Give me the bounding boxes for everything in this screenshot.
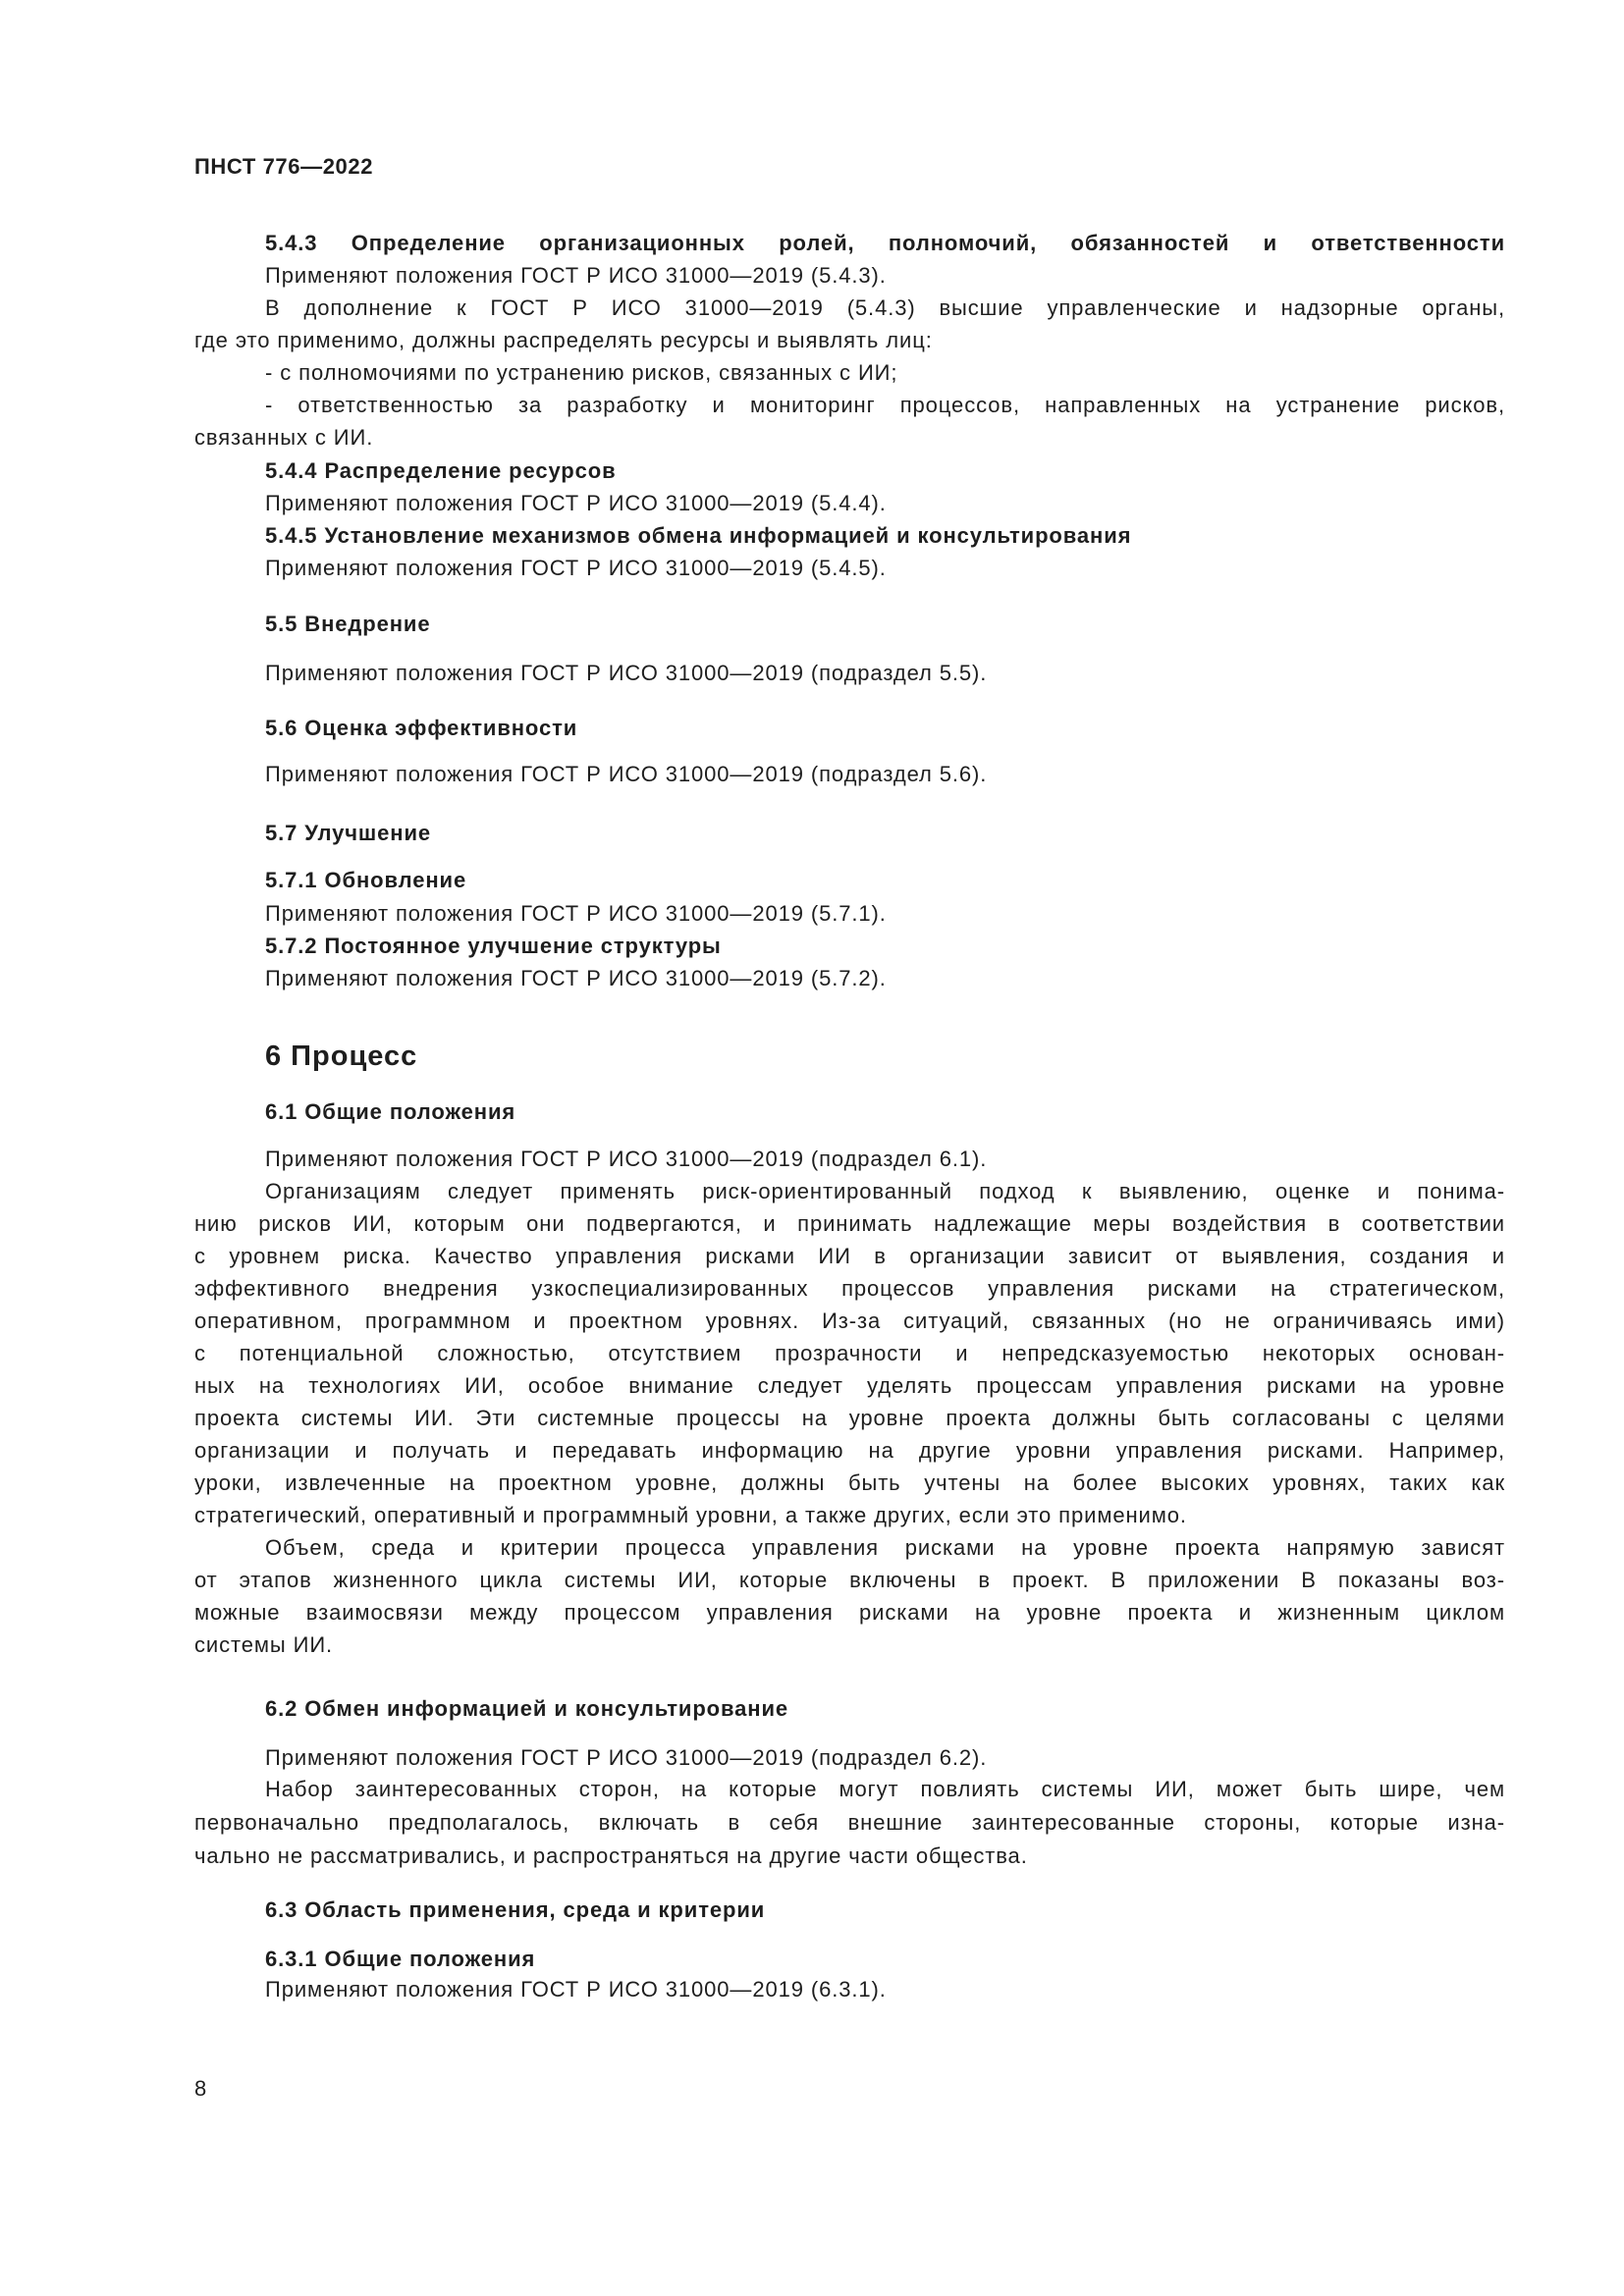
heading-6-2: 6.2 Обмен информацией и консультирование	[265, 1696, 789, 1721]
paragraph: Применяют положения ГОСТ Р ИСО 31000—2019 (5.7.1).	[265, 901, 887, 926]
paragraph-line: первоначально предполагалось, включать в себя внешние заинтересованные стороны, которые изна-	[194, 1810, 1505, 1835]
list-item: - с полномочиями по устранению рисков, связанных с ИИ;	[265, 360, 898, 385]
heading-5-5: 5.5 Внедрение	[265, 612, 431, 636]
paragraph-line: организации и получать и передавать информацию на другие уровни управления рисками. Например,	[194, 1438, 1505, 1463]
paragraph: Применяют положения ГОСТ Р ИСО 31000—2019 (подраздел 6.1).	[265, 1147, 988, 1171]
paragraph-line: где это применимо, должны распределять ресурсы и выявлять лиц:	[194, 328, 933, 352]
heading-5-4-5: 5.4.5 Установление механизмов обмена информацией и консультирования	[265, 523, 1132, 548]
paragraph-line: оперативном, программном и проектном уровнях. Из-за ситуаций, связанных (но не ограничиваясь ими)	[194, 1308, 1505, 1333]
paragraph-line: с уровнем риска. Качество управления рисками ИИ в организации зависит от выявления, создания и	[194, 1244, 1505, 1268]
heading-6: 6 Процесс	[265, 1041, 418, 1072]
paragraph-line: Организациям следует применять риск-ориентированный подход к выявлению, оценке и понима-	[265, 1179, 1505, 1203]
paragraph-line: с потенциальной сложностью, отсутствием прозрачности и непредсказуемостью некоторых основан-	[194, 1341, 1505, 1365]
paragraph-line: чально не рассматривались, и распространяться на другие части общества.	[194, 1843, 1028, 1868]
page-number: 8	[194, 2076, 207, 2101]
heading-5-7-2: 5.7.2 Постоянное улучшение структуры	[265, 934, 722, 958]
paragraph: Применяют положения ГОСТ Р ИСО 31000—2019 (подраздел 5.5).	[265, 661, 988, 685]
heading-5-4-3: 5.4.3 Определение организационных ролей, полномочий, обязанностей и ответственности	[265, 231, 1505, 255]
document-id-header: ПНСТ 776—2022	[194, 154, 374, 179]
heading-5-7-1: 5.7.1 Обновление	[265, 868, 467, 892]
paragraph: Применяют положения ГОСТ Р ИСО 31000—2019 (6.3.1).	[265, 1977, 887, 2002]
paragraph: Применяют положения ГОСТ Р ИСО 31000—2019 (подраздел 6.2).	[265, 1745, 988, 1770]
paragraph: Применяют положения ГОСТ Р ИСО 31000—2019 (5.4.5).	[265, 556, 887, 580]
paragraph-line: Объем, среда и критерии процесса управления рисками на уровне проекта напрямую зависят	[265, 1535, 1505, 1560]
paragraph-line: уроки, извлеченные на проектном уровне, должны быть учтены на более высоких уровнях, таких как	[194, 1470, 1505, 1495]
list-item-continuation: связанных с ИИ.	[194, 425, 374, 450]
heading-6-3: 6.3 Область применения, среда и критерии	[265, 1897, 766, 1922]
paragraph: Применяют положения ГОСТ Р ИСО 31000—2019 (5.4.4).	[265, 491, 887, 515]
paragraph-line: системы ИИ.	[194, 1632, 334, 1657]
paragraph-line: эффективного внедрения узкоспециализированных процессов управления рисками на стратегическом,	[194, 1276, 1505, 1301]
paragraph-line: В дополнение к ГОСТ Р ИСО 31000—2019 (5.4.3) высшие управленческие и надзорные органы,	[265, 295, 1505, 320]
paragraph: Применяют положения ГОСТ Р ИСО 31000—2019 (5.7.2).	[265, 966, 887, 990]
paragraph-line: можные взаимосвязи между процессом управления рисками на уровне проекта и жизненным циклом	[194, 1600, 1505, 1625]
paragraph-line: нию рисков ИИ, которым они подвергаются, и принимать надлежащие меры воздействия в соответствии	[194, 1211, 1505, 1236]
paragraph-line: от этапов жизненного цикла системы ИИ, которые включены в проект. В приложении В показаны воз-	[194, 1568, 1505, 1592]
paragraph: Применяют положения ГОСТ Р ИСО 31000—2019 (5.4.3).	[265, 263, 887, 288]
paragraph-line: проекта системы ИИ. Эти системные процессы на уровне проекта должны быть согласованы с целями	[194, 1406, 1505, 1430]
paragraph: Применяют положения ГОСТ Р ИСО 31000—2019 (подраздел 5.6).	[265, 762, 988, 786]
heading-6-3-1: 6.3.1 Общие положения	[265, 1947, 536, 1971]
heading-5-6: 5.6 Оценка эффективности	[265, 716, 578, 740]
paragraph-line: стратегический, оперативный и программный уровни, а также других, если это применимо.	[194, 1503, 1187, 1527]
paragraph-line: ных на технологиях ИИ, особое внимание следует уделять процессам управления рисками на уровне	[194, 1373, 1505, 1398]
paragraph-line: Набор заинтересованных сторон, на которые могут повлиять системы ИИ, может быть шире, чем	[265, 1777, 1505, 1801]
heading-5-7: 5.7 Улучшение	[265, 821, 432, 845]
heading-6-1: 6.1 Общие положения	[265, 1099, 516, 1124]
list-item: - ответственностью за разработку и мониторинг процессов, направленных на устранение рисков,	[265, 393, 1505, 417]
heading-5-4-4: 5.4.4 Распределение ресурсов	[265, 458, 617, 483]
